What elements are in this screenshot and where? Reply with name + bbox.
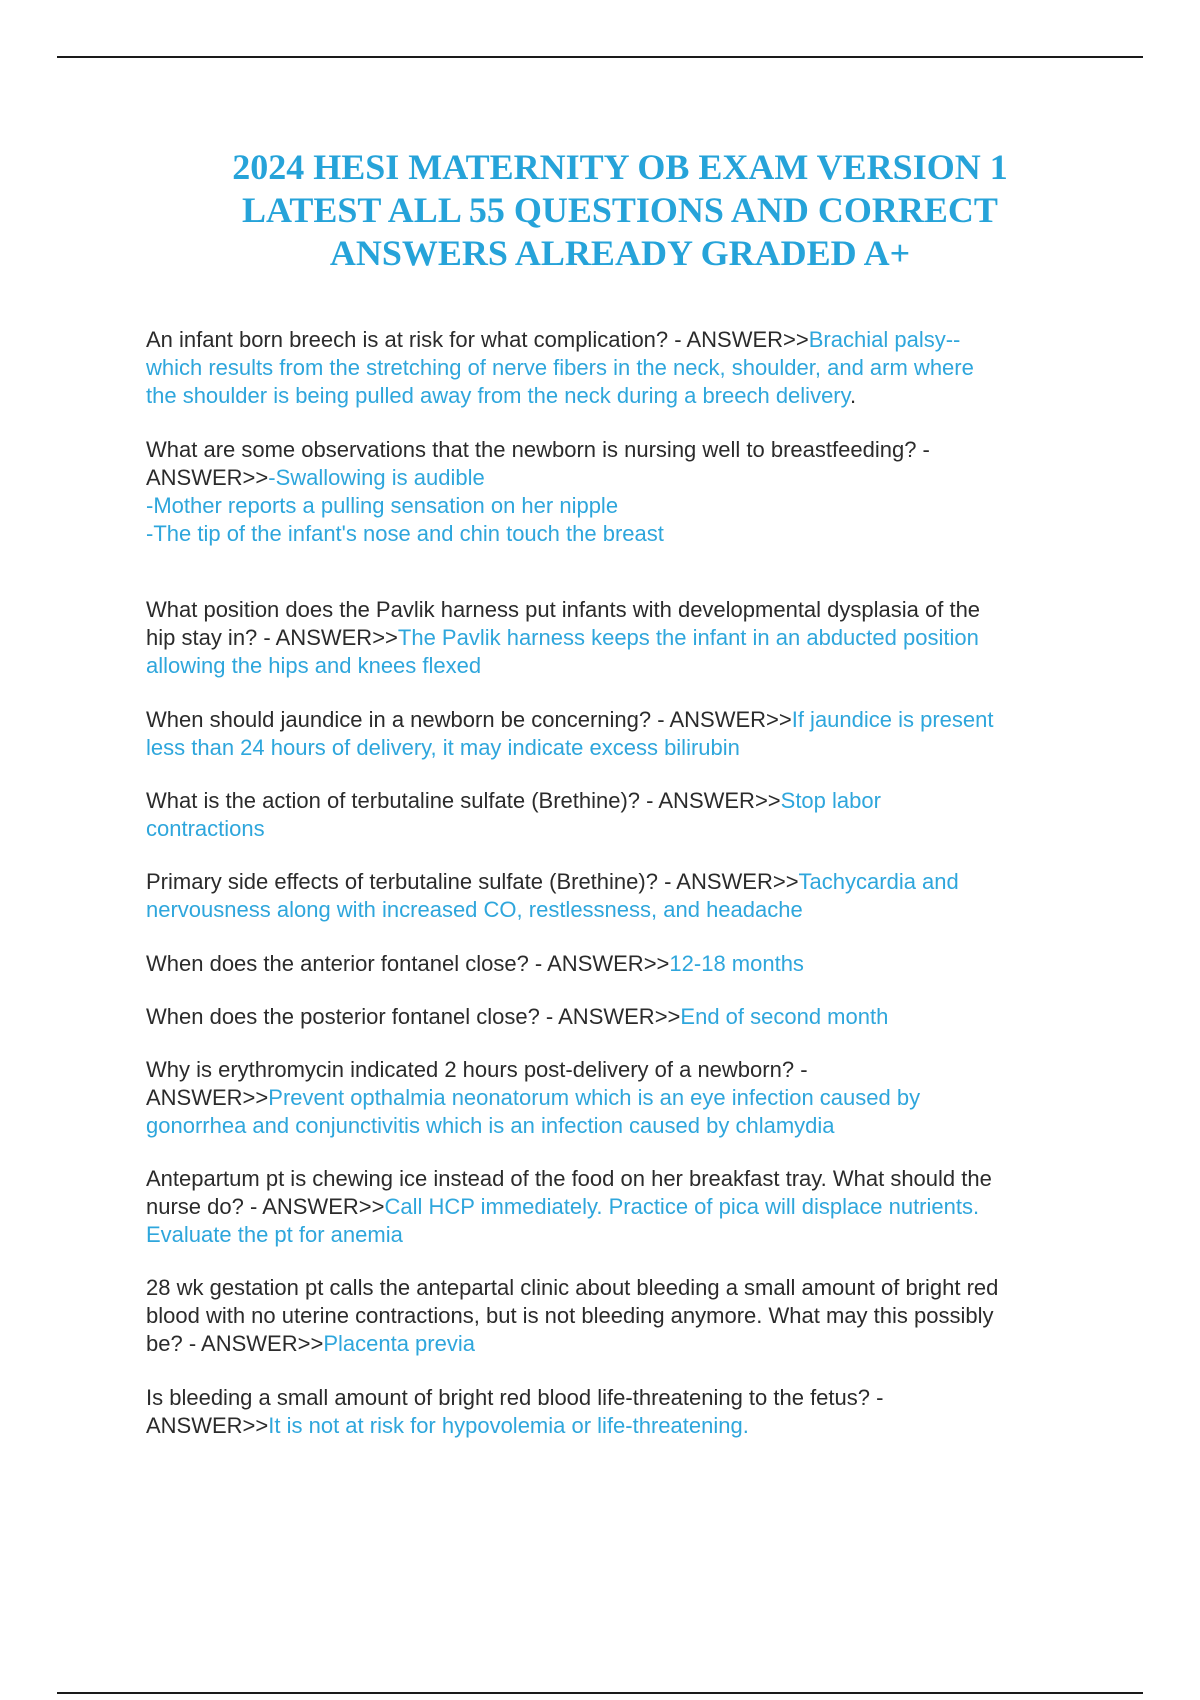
answer-text: nervousness along with increased CO, restlessness, and headache (146, 897, 803, 922)
qa-line (146, 896, 1086, 924)
question-text: Is bleeding a small amount of bright red blood life-threatening to the fetus? - (146, 1385, 884, 1410)
qa-line (146, 382, 1086, 410)
qa-line (146, 1084, 1086, 1112)
qa-item (146, 706, 1086, 762)
question-text: What is the action of terbutaline sulfate (Brethine)? - ANSWER>> (146, 788, 781, 813)
answer-text: Brachial palsy-- (808, 327, 961, 352)
question-text: blood with no uterine contractions, but is not bleeding anymore. What may this possibly (146, 1303, 994, 1328)
answer-text: -Mother reports a pulling sensation on her nipple (146, 493, 619, 518)
answer-text: less than 24 hours of delivery, it may indicate excess bilirubin (146, 735, 740, 760)
answer-text: -Swallowing is audible (268, 465, 485, 490)
qa-line (146, 354, 1086, 382)
qa-line (146, 1330, 1086, 1358)
qa-item (146, 1384, 1086, 1440)
qa-item (146, 950, 1086, 978)
question-text: When does the anterior fontanel close? - ANSWER>> (146, 951, 670, 976)
answer-text: Evaluate the pt for anemia (146, 1222, 403, 1247)
question-text: Primary side effects of terbutaline sulfate (Brethine)? - ANSWER>> (146, 869, 799, 894)
answer-text: allowing the hips and knees flexed (146, 653, 482, 678)
answer-text: gonorrhea and conjunctivitis which is an infection caused by chlamydia (146, 1113, 835, 1138)
qa-line (146, 596, 1086, 624)
answer-text: contractions (146, 816, 265, 841)
question-text: Why is erythromycin indicated 2 hours post-delivery of a newborn? - (146, 1057, 808, 1082)
qa-line (146, 1221, 1086, 1249)
question-text: ANSWER>> (146, 1413, 269, 1438)
qa-line (146, 868, 1086, 896)
question-text: . (850, 383, 857, 408)
title-line: ANSWERS ALREADY GRADED A+ (329, 233, 911, 273)
qa-line (146, 1056, 1086, 1084)
question-text: When should jaundice in a newborn be concerning? - ANSWER>> (146, 707, 792, 732)
title-line: LATEST ALL 55 QUESTIONS AND CORRECT (242, 190, 998, 230)
qa-item (146, 326, 1086, 410)
qa-line (146, 1302, 1086, 1330)
qa-line (146, 1003, 1086, 1031)
question-text: 28 wk gestation pt calls the antepartal clinic about bleeding a small amount of bright red (146, 1275, 999, 1300)
qa-line (146, 492, 1086, 520)
answer-text: End of second month (680, 1004, 889, 1029)
qa-list (146, 301, 1086, 1440)
question-text: hip stay in? - ANSWER>> (146, 625, 398, 650)
question-text: be? - ANSWER>> (146, 1331, 324, 1356)
title-line: 2024 HESI MATERNITY OB EXAM VERSION 1 (232, 147, 1008, 187)
answer-text: If jaundice is present (791, 707, 994, 732)
qa-line (146, 1165, 1086, 1193)
qa-line (146, 652, 1086, 680)
qa-line (146, 624, 1086, 652)
answer-text: which results from the stretching of nerve fibers in the neck, shoulder, and arm where (146, 355, 974, 380)
qa-item (146, 1003, 1086, 1031)
qa-item (146, 1274, 1086, 1358)
answer-text: the shoulder is being pulled away from the neck during a breech delivery (146, 383, 850, 408)
answer-text: The Pavlik harness keeps the infant in an abducted position (397, 625, 979, 650)
document-title (140, 146, 1100, 275)
answer-text: -The tip of the infant's nose and chin touch the breast (146, 521, 664, 546)
question-text: ANSWER>> (146, 465, 269, 490)
answer-text: Tachycardia and (798, 869, 959, 894)
qa-line (146, 464, 1086, 492)
qa-item (146, 787, 1086, 843)
qa-line (146, 1193, 1086, 1221)
qa-line (146, 706, 1086, 734)
answer-text: Stop labor (780, 788, 881, 813)
qa-line (146, 950, 1086, 978)
qa-item (146, 436, 1086, 548)
top-rule (57, 56, 1143, 58)
qa-item (146, 596, 1086, 680)
qa-line (146, 520, 1086, 548)
qa-line (146, 326, 1086, 354)
answer-text: Placenta previa (323, 1331, 475, 1356)
qa-line (146, 1412, 1086, 1440)
qa-line (146, 1384, 1086, 1412)
question-text: Antepartum pt is chewing ice instead of the food on her breakfast tray. What should the (146, 1166, 992, 1191)
answer-text: Prevent opthalmia neonatorum which is an eye infection caused by (268, 1085, 921, 1110)
bottom-rule (57, 1692, 1143, 1694)
question-text: What position does the Pavlik harness put infants with developmental dysplasia of the (146, 597, 981, 622)
question-text: nurse do? - ANSWER>> (146, 1194, 385, 1219)
answer-text: Call HCP immediately. Practice of pica will displace nutrients. (384, 1194, 980, 1219)
question-text: ANSWER>> (146, 1085, 269, 1110)
qa-line (146, 815, 1086, 843)
qa-line (146, 1112, 1086, 1140)
qa-line (146, 436, 1086, 464)
answer-text: It is not at risk for hypovolemia or life-threatening. (268, 1413, 749, 1438)
qa-item (146, 1056, 1086, 1140)
qa-line (146, 734, 1086, 762)
qa-line (146, 787, 1086, 815)
qa-item (146, 1165, 1086, 1249)
answer-text: 12-18 months (669, 951, 804, 976)
question-text: What are some observations that the newborn is nursing well to breastfeeding? - (146, 437, 930, 462)
qa-line (146, 1274, 1086, 1302)
qa-item (146, 868, 1086, 924)
question-text: An infant born breech is at risk for what complication? - ANSWER>> (146, 327, 809, 352)
question-text: When does the posterior fontanel close? - ANSWER>> (146, 1004, 681, 1029)
